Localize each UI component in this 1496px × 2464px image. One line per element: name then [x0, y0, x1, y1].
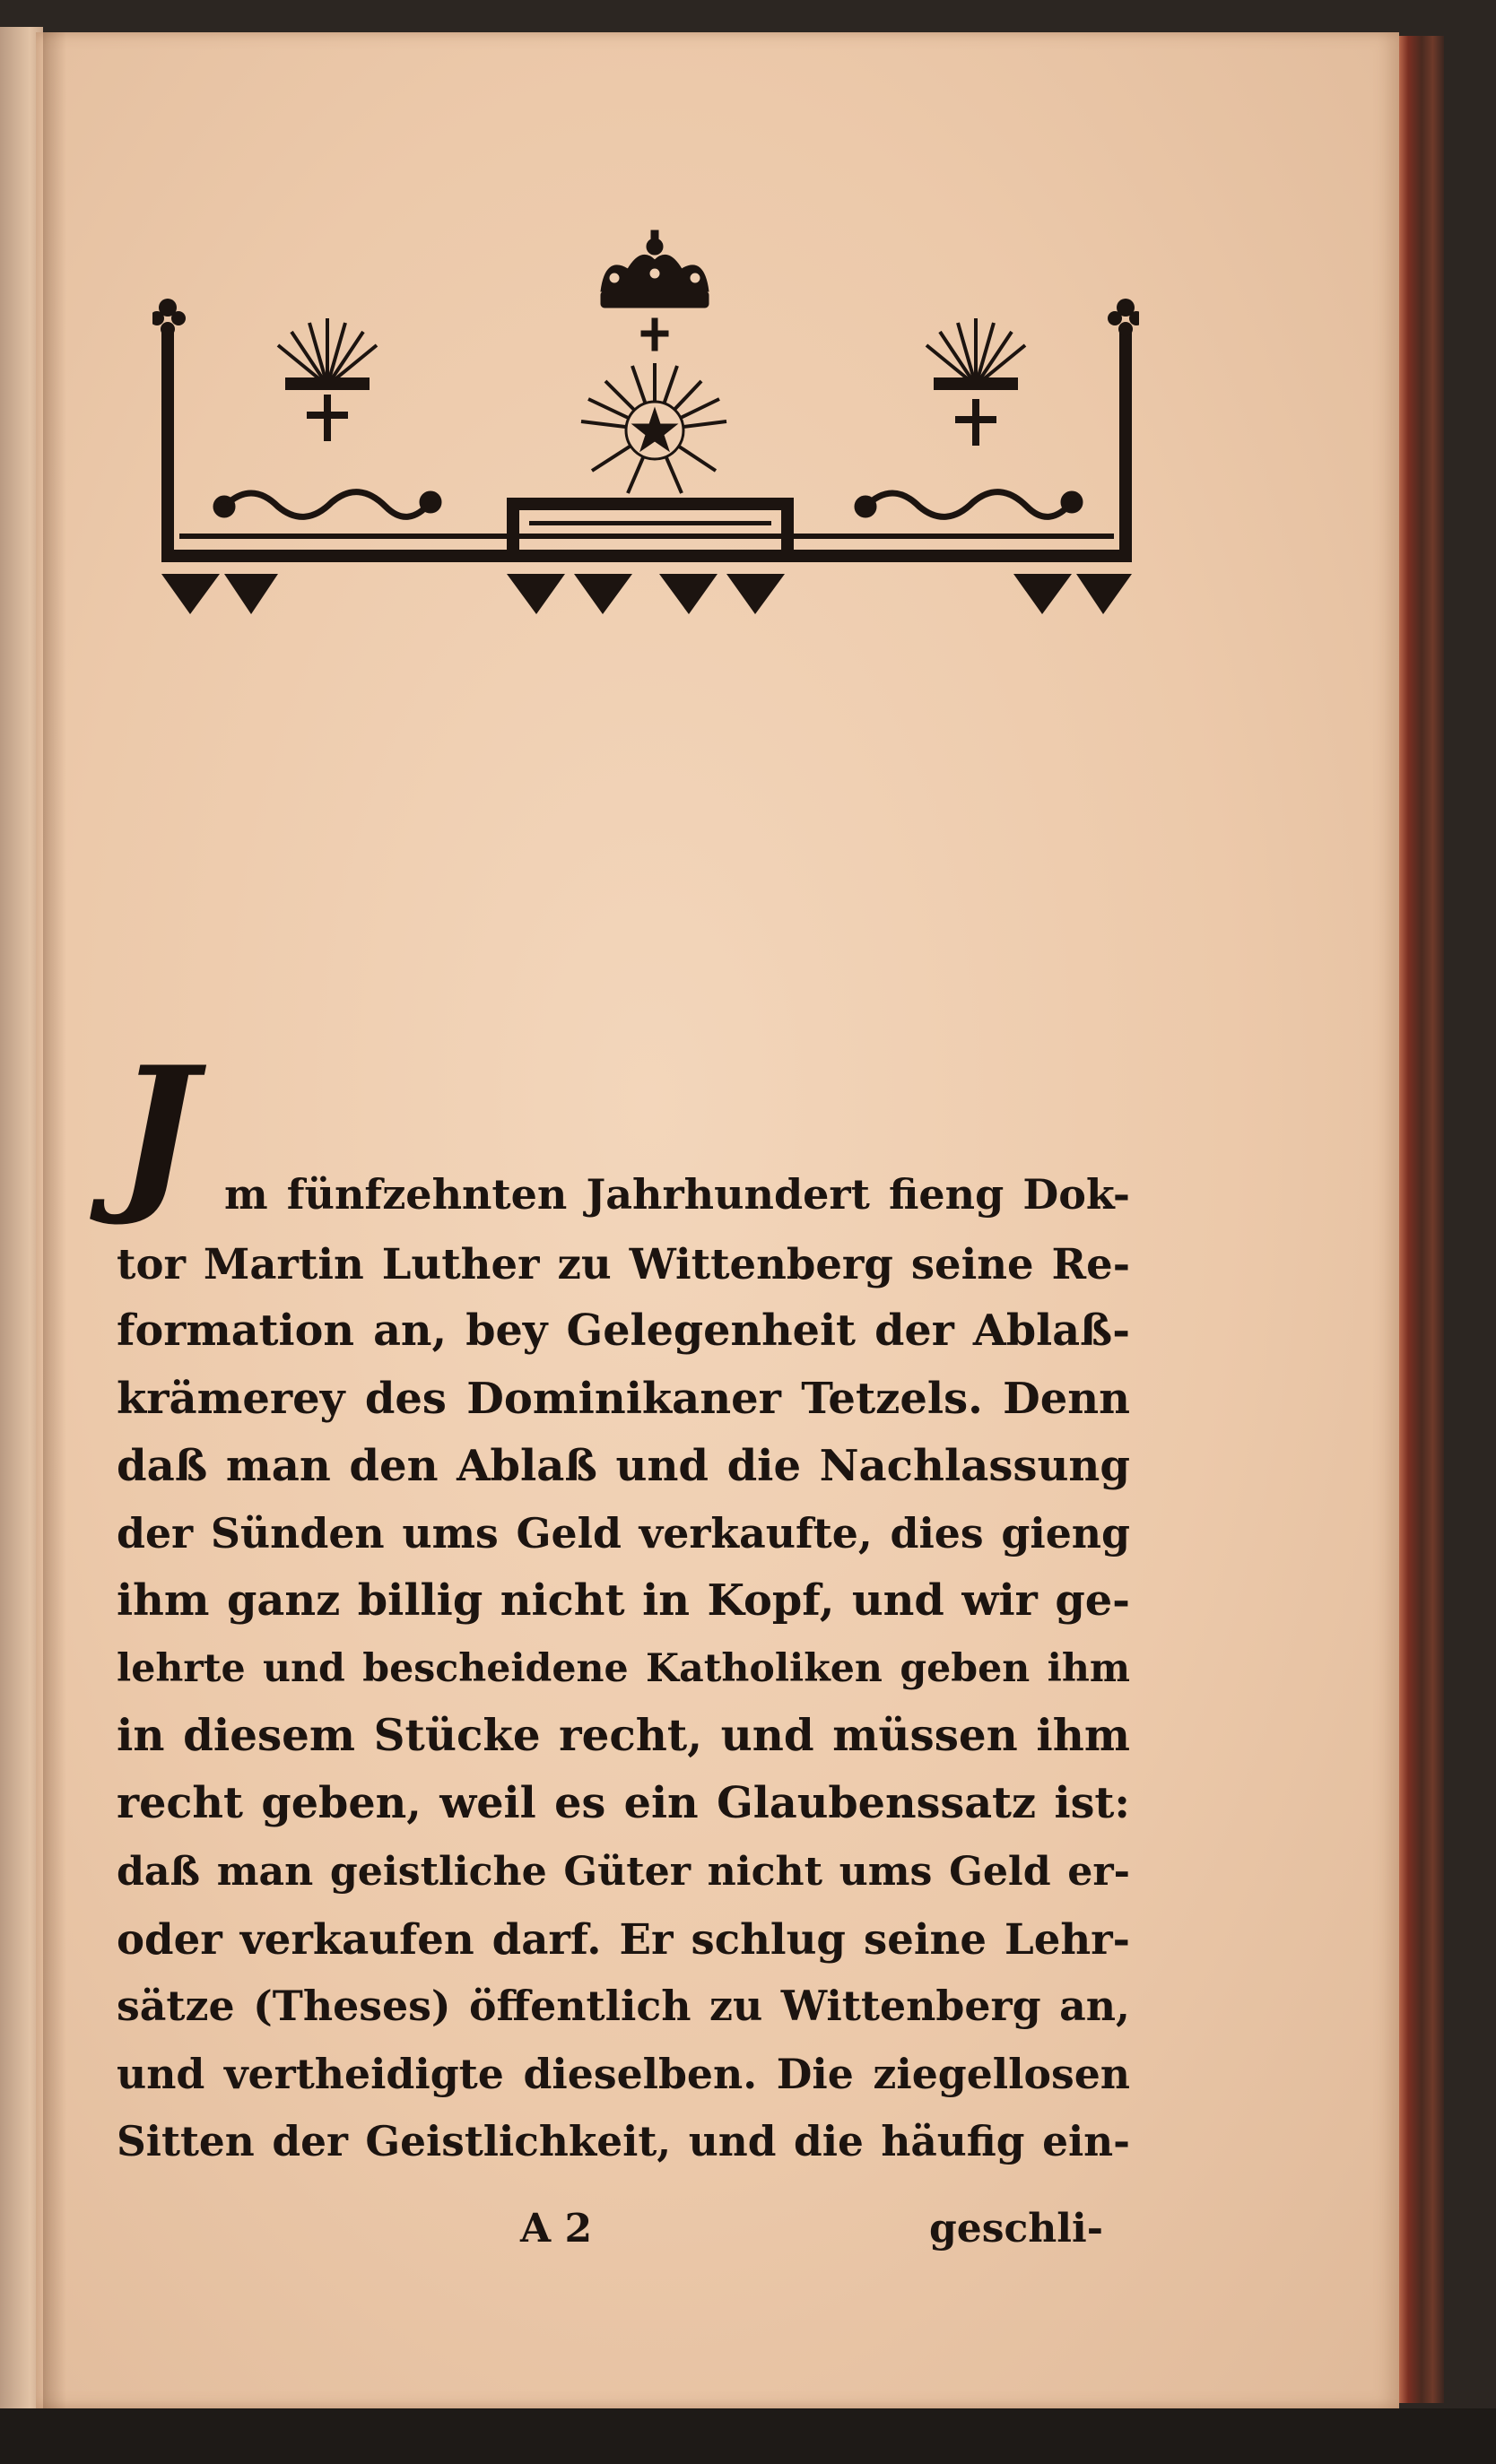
text-line: und vertheidigte dieselben. Die ziegellosen: [117, 2049, 1130, 2098]
text-line: sätze (Theses) öffentlich zu Wittenberg an,: [117, 1982, 1130, 2031]
text-line: in diesem Stücke recht, und müssen ihm: [117, 1711, 1130, 1762]
body-text: [117, 1230, 1130, 2175]
text-line: formation an, bey Gelegenheit der Ablaß-: [117, 1306, 1130, 1357]
text-line: tor Martin Luther zu Wittenberg seine Re-: [117, 1239, 1130, 1288]
book-cover-edge: [1399, 36, 1444, 2403]
page-footer: [117, 2206, 1130, 2277]
right-scroll-ornament: [857, 492, 1080, 517]
first-text-line: m fünfzehnten Jahrhundert fieng Dok-: [224, 1170, 1130, 1219]
right-finial-icon: [1108, 299, 1139, 336]
signature-mark: A 2: [520, 2206, 593, 2251]
text-line: daß man geistliche Güter nicht ums Geld er-: [117, 1847, 1130, 1895]
text-line: krämerey des Dominikaner Tetzels. Denn: [117, 1373, 1130, 1424]
text-line: der Sünden ums Geld verkaufte, dies gieng: [117, 1509, 1130, 1558]
text-line: lehrte und bescheidene Katholiken geben ihm: [117, 1645, 1130, 1691]
central-sunburst-icon: [581, 363, 726, 493]
text-line: Sitten der Geistlichkeit, und die häufig ein-: [117, 2116, 1130, 2165]
text-line: recht geben, weil es ein Glaubenssatz ist:: [117, 1778, 1130, 1829]
text-line: daß man den Ablaß und die Nachlassung: [117, 1440, 1130, 1491]
page-gutter-shadow: [43, 32, 66, 2408]
left-sunburst-icon: [278, 318, 377, 441]
crown-icon: [601, 230, 709, 308]
text-line: oder verkaufen darf. Er schlug seine Lehr-: [117, 1913, 1130, 1964]
headpiece-ornament: [152, 220, 1139, 668]
drop-cap: J: [117, 1029, 197, 1229]
catchword: geschli-: [928, 2206, 1103, 2251]
left-finial-icon: [152, 299, 186, 336]
background-shadow: [0, 2408, 1496, 2464]
text-line: ihm ganz billig nicht in Kopf, und wir ge-: [117, 1575, 1130, 1627]
left-scroll-ornament: [216, 492, 439, 517]
ornament-graphic: [152, 220, 1139, 668]
right-sunburst-icon: [926, 318, 1025, 446]
ornament-feet: [161, 574, 1132, 614]
